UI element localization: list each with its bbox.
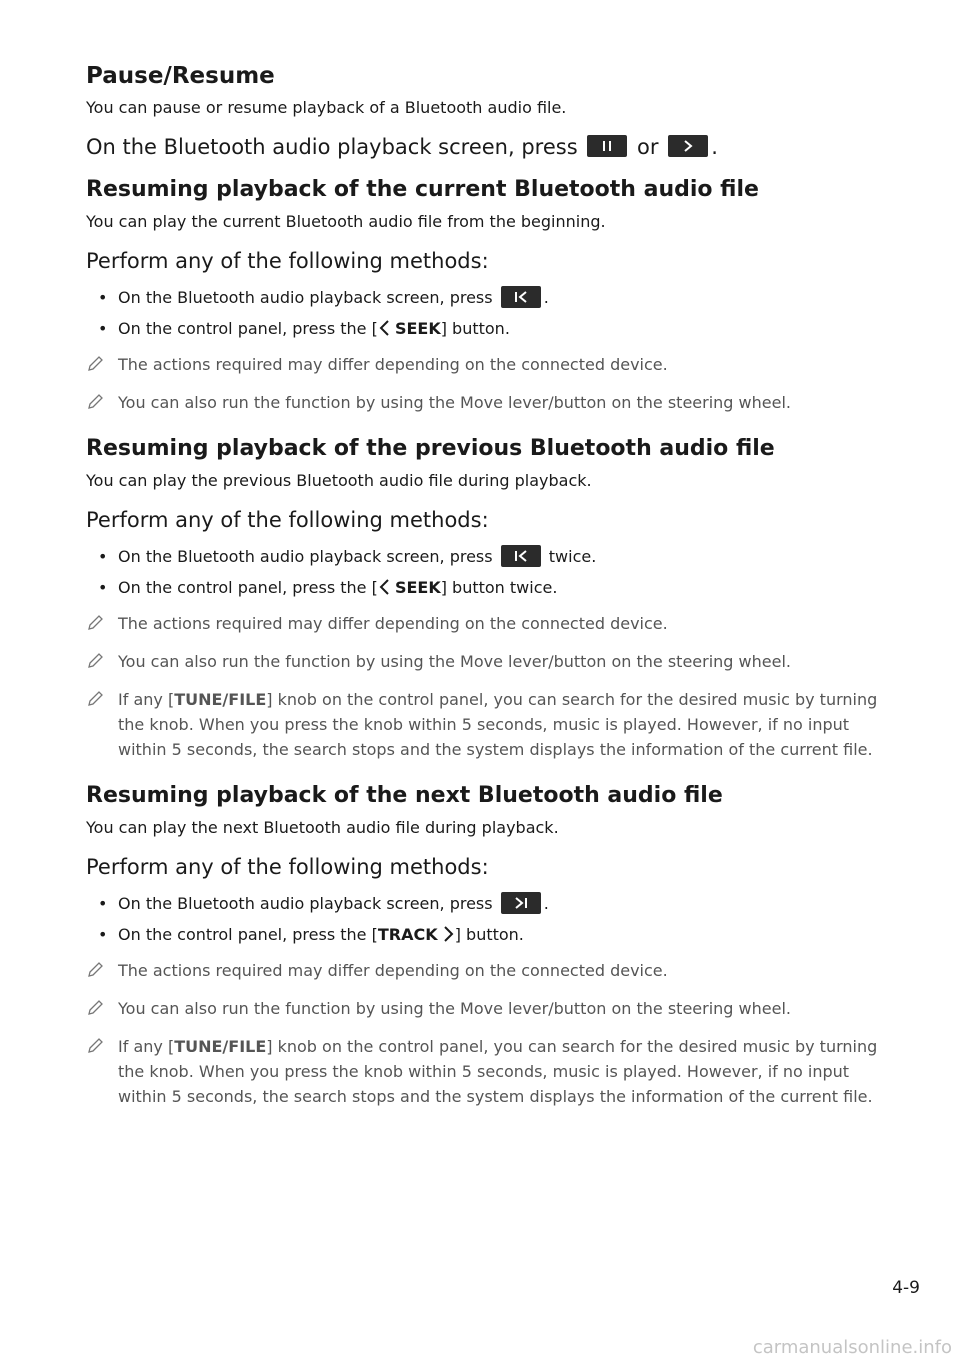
methods-list [86,282,886,344]
methods-label: Perform any of the following methods: [86,249,489,273]
section-title-current: Resuming playback of the current Bluetooth audio file [86,177,759,202]
list-item: • On the control panel, press the [TRACK ] button. [86,919,886,950]
list-item: • On the Bluetooth audio playback screen, press . [86,282,886,313]
section-desc-current: You can play the current Bluetooth audio file from the beginning. [86,212,606,231]
instruction-or: or [637,135,659,159]
play-icon [668,135,708,157]
list-item: • On the Bluetooth audio playback screen, press twice. [86,541,886,572]
note: You can also run the function by using the Move lever/button on the steering wheel. [86,390,886,415]
section-desc-pause: You can pause or resume playback of a Bluetooth audio file. [86,98,567,117]
note-pencil-icon [86,690,104,708]
note-pencil-icon [86,652,104,670]
note-pencil-icon [86,393,104,411]
next-track-icon [501,892,541,914]
previous-track-icon [501,545,541,567]
chevron-right-icon [443,925,455,943]
page-number: 4-9 [892,1278,920,1298]
note-pencil-icon [86,614,104,632]
note: The actions required may differ depending on the connected device. [86,352,886,377]
methods-list [86,888,886,950]
instruction-end: . [711,135,718,159]
methods-label: Perform any of the following methods: [86,855,489,879]
note: The actions required may differ depending on the connected device. [86,958,886,983]
previous-track-icon [501,286,541,308]
note: The actions required may differ depending on the connected device. [86,611,886,636]
chevron-left-icon [378,319,390,337]
methods-label: Perform any of the following methods: [86,508,489,532]
manual-page [86,60,886,1122]
watermark: carmanualsonline.info [752,1337,952,1358]
instruction-pause [86,132,886,162]
chevron-left-icon [378,578,390,596]
section-title-pause-resume: Pause/Resume [86,63,275,89]
note: If any [TUNE/FILE] knob on the control panel, you can search for the desired music by turning the knob. When you press the knob within 5 seconds, music is played. However, if no input within 5 seconds, the search stops and the system displays the information of the current file. [86,1034,886,1109]
note-pencil-icon [86,999,104,1017]
note-pencil-icon [86,355,104,373]
section-title-previous: Resuming playback of the previous Bluetooth audio file [86,436,775,461]
section-title-next: Resuming playback of the next Bluetooth audio file [86,783,723,808]
note: You can also run the function by using the Move lever/button on the steering wheel. [86,996,886,1021]
note: You can also run the function by using the Move lever/button on the steering wheel. [86,649,886,674]
list-item: • On the control panel, press the [ SEEK] button twice. [86,572,886,603]
section-desc-next: You can play the next Bluetooth audio file during playback. [86,818,559,837]
list-item: • On the control panel, press the [ SEEK] button. [86,313,886,344]
instruction-text: On the Bluetooth audio playback screen, press [86,135,578,159]
note: If any [TUNE/FILE] knob on the control panel, you can search for the desired music by turning the knob. When you press the knob within 5 seconds, music is played. However, if no input within 5 seconds, the search stops and the system displays the information of the current file. [86,687,886,762]
list-item: • On the Bluetooth audio playback screen, press . [86,888,886,919]
methods-list [86,541,886,603]
note-pencil-icon [86,1037,104,1055]
section-desc-previous: You can play the previous Bluetooth audio file during playback. [86,471,592,490]
note-pencil-icon [86,961,104,979]
pause-icon [587,135,627,157]
